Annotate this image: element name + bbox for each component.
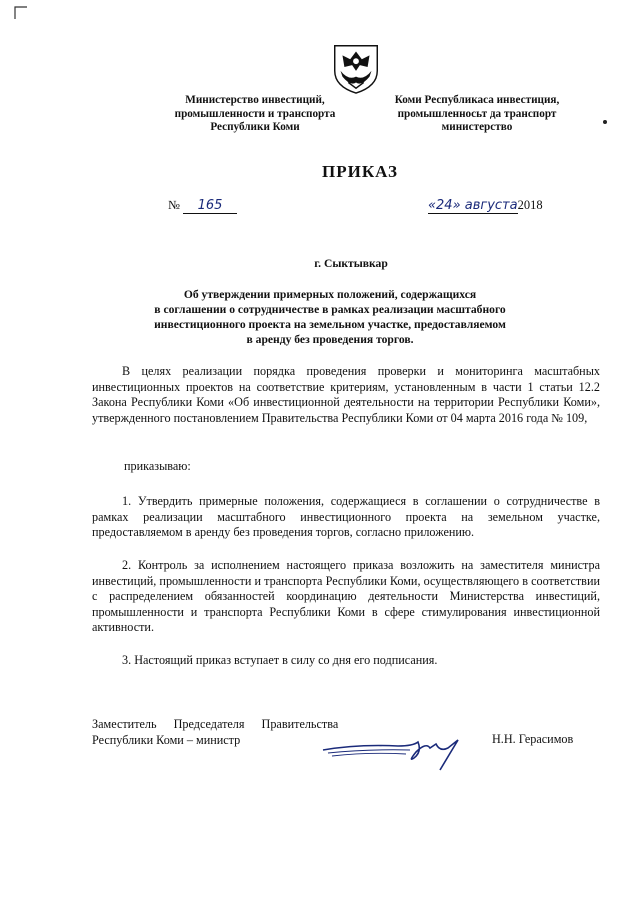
number-sign: №	[168, 198, 180, 212]
ministry-name-komi: Коми Республикаса инвестиция, промышленносьт да транспорт министерство	[394, 94, 560, 133]
decree-word: приказываю:	[124, 459, 191, 473]
preamble-paragraph: В целях реализации порядка проведения проверки и мониторинга масштабных инвестиционных проектов на соответствие критериям, установленным в части 1 статьи 12.2 Закона Республики Коми «Об инвестиционной деятельности на территории Республики Коми», утвержденного постановлением Правительства Республики Коми от 04 марта 2016 года № 109,	[92, 364, 600, 425]
signatory-name: Н.Н. Герасимов	[492, 732, 574, 746]
document-title: ПРИКАЗ	[322, 162, 398, 181]
order-date	[428, 198, 543, 214]
signatory-title: Заместитель Председателя Правительства Республики Коми – министр	[92, 717, 339, 747]
handwritten-signature	[318, 722, 478, 772]
order-number	[168, 198, 237, 214]
date-year: 2018	[517, 198, 543, 212]
stray-mark	[603, 120, 607, 124]
order-item-2: 2. Контроль за исполнением настоящего приказа возложить на заместителя министра инвестиций, промышленности и транспорта Республики Коми, осуществляющего в соответствии с распределением обязанностей координацию деятельности Министерства инвестиций, промышленности и транспорта Республики Коми в сфере стимулирования инвестиционной активности.	[92, 558, 600, 634]
order-item-1: 1. Утвердить примерные положения, содержащиеся в соглашении о сотрудничестве в рамках реализации масштабного инвестиционного проекта на земельном участке, предоставляемом в аренду без проведения торгов, согласно приложению.	[92, 494, 600, 539]
city: г. Сыктывкар	[314, 257, 388, 270]
ministry-name-russian: Министерство инвестиций, промышленности и транспорта Республики Коми	[174, 94, 336, 133]
date-day-month: «24» августа	[428, 198, 518, 213]
coat-of-arms-emblem	[327, 38, 385, 96]
order-item-3: 3. Настоящий приказ вступает в силу со дня его подписания.	[122, 653, 438, 667]
order-subject: Об утверждении примерных положений, содержащихся в соглашении о сотрудничестве в рамках реализации масштабного инвестиционного проекта на земельном участке, предоставляемом в аренду без проведения торгов.	[154, 288, 506, 346]
number-value: 165	[183, 199, 237, 214]
corner-mark	[14, 6, 28, 20]
